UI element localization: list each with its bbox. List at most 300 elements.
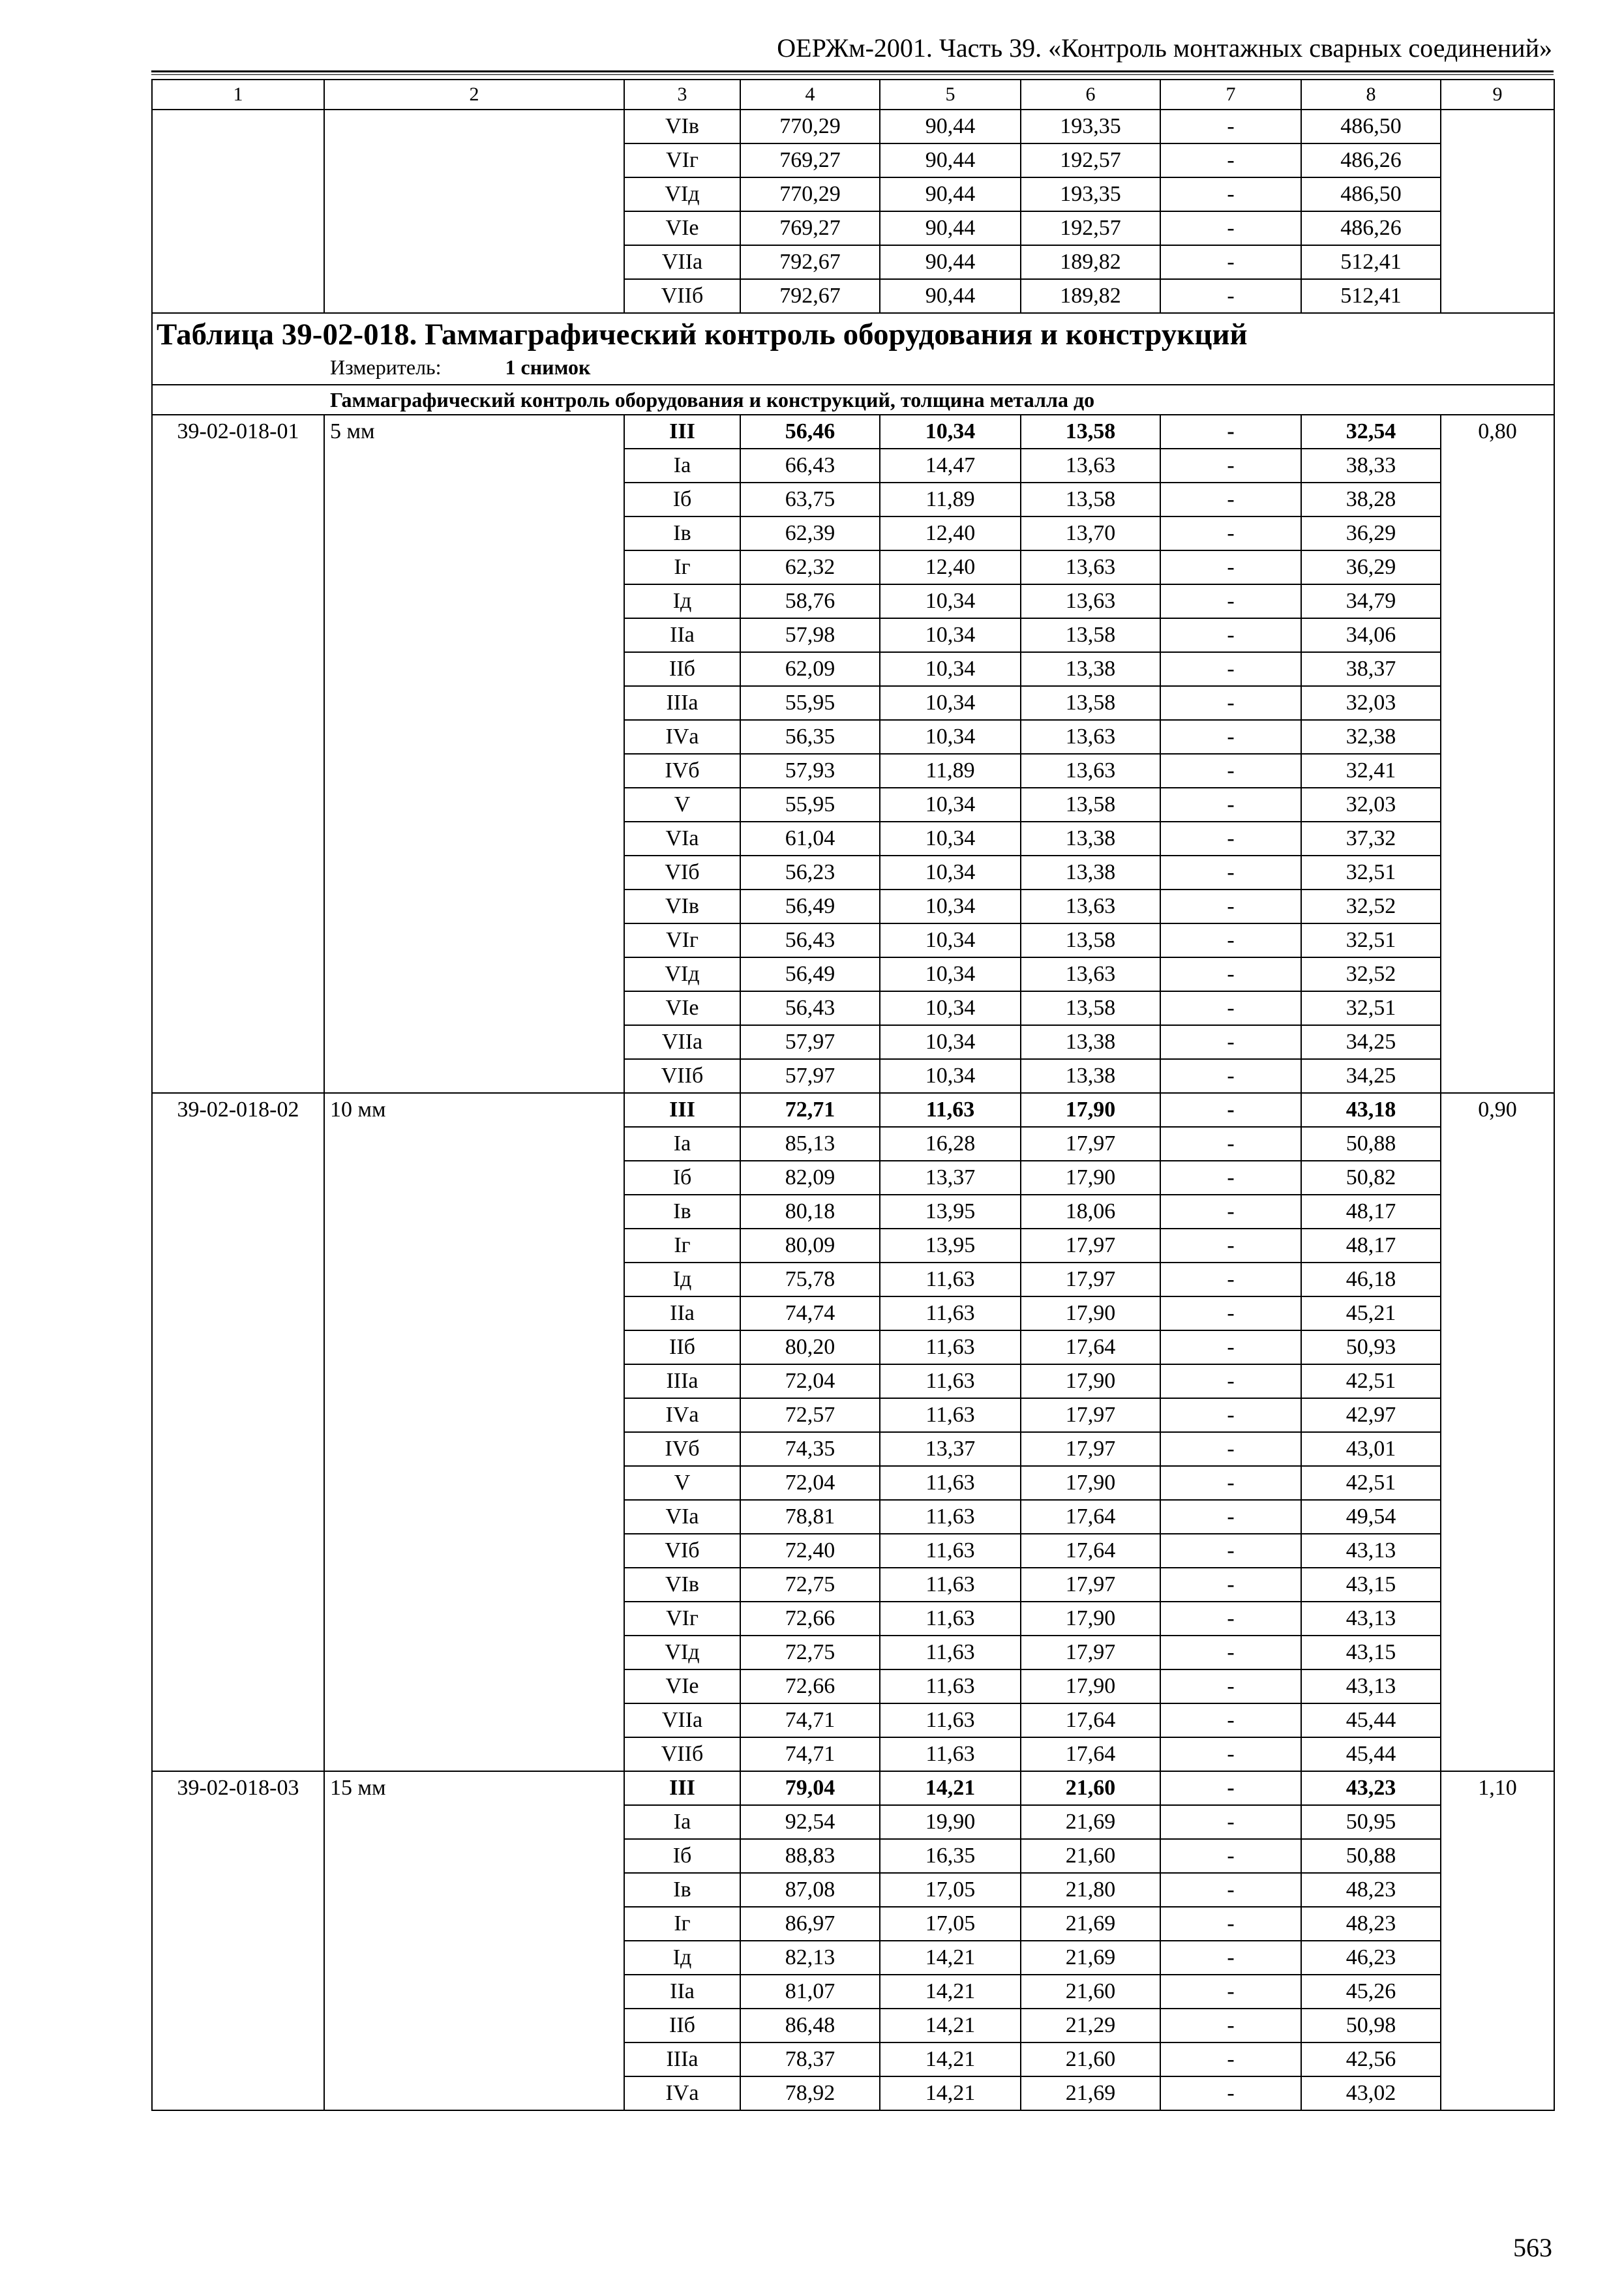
resource-type-cell: VIд [624,177,740,211]
driver-wages-cell: - [1160,1805,1301,1839]
materials-cell: 486,50 [1301,110,1441,143]
meter-value: 1 снимок [505,355,591,379]
resource-type-cell: Iг [624,1229,740,1263]
labor-wages-cell: 10,34 [880,652,1021,686]
resource-type-cell: III [624,1771,740,1805]
resource-type-cell: IIб [624,2009,740,2042]
labor-wages-cell: 11,63 [880,1534,1021,1568]
machine-operation-cell: 13,63 [1021,957,1160,991]
materials-cell: 32,03 [1301,686,1441,720]
resource-type-cell: IIа [624,1975,740,2009]
materials-cell: 43,01 [1301,1432,1441,1466]
labor-wages-cell: 90,44 [880,245,1021,279]
labor-wages-cell: 14,21 [880,1941,1021,1975]
labor-wages-cell: 10,34 [880,923,1021,957]
direct-costs-cell: 72,75 [740,1636,880,1669]
materials-cell: 43,18 [1301,1093,1441,1127]
machine-operation-cell: 21,69 [1021,1805,1160,1839]
machine-operation-cell: 17,97 [1021,1398,1160,1432]
direct-costs-cell: 74,71 [740,1737,880,1771]
materials-cell: 48,23 [1301,1873,1441,1907]
driver-wages-cell: - [1160,1636,1301,1669]
labor-wages-cell: 10,34 [880,957,1021,991]
resource-type-cell: V [624,1466,740,1500]
driver-wages-cell: - [1160,483,1301,516]
driver-wages-cell: - [1160,110,1301,143]
resource-type-cell: Iг [624,1907,740,1941]
column-number-8: 8 [1301,80,1441,110]
resource-type-cell: IIIа [624,2042,740,2076]
machine-operation-cell: 17,90 [1021,1669,1160,1703]
thickness-cell: 15 мм [324,1771,624,2110]
resource-type-cell: III [624,1093,740,1127]
resource-type-cell: IVа [624,1398,740,1432]
labor-wages-cell: 13,37 [880,1161,1021,1195]
machine-operation-cell: 13,58 [1021,415,1160,449]
machine-operation-cell: 17,90 [1021,1093,1160,1127]
column-number-5: 5 [880,80,1021,110]
machine-operation-cell: 18,06 [1021,1195,1160,1229]
resource-type-cell: VIд [624,957,740,991]
code-cell-blank [152,110,324,313]
machine-operation-cell: 13,38 [1021,822,1160,856]
materials-cell: 512,41 [1301,245,1441,279]
resource-type-cell: Iа [624,1805,740,1839]
continuation-row [152,110,1554,143]
direct-costs-cell: 57,97 [740,1025,880,1059]
direct-costs-cell: 80,20 [740,1330,880,1364]
labor-wages-cell: 11,63 [880,1093,1021,1127]
labor-wages-cell: 14,21 [880,1975,1021,2009]
column-number-7: 7 [1160,80,1301,110]
driver-wages-cell: - [1160,516,1301,550]
materials-cell: 46,18 [1301,1263,1441,1296]
page-number: 563 [1513,2233,1552,2262]
materials-cell: 32,03 [1301,788,1441,822]
labor-wages-cell: 11,63 [880,1296,1021,1330]
driver-wages-cell: - [1160,1296,1301,1330]
direct-costs-cell: 74,71 [740,1703,880,1737]
labor-wages-cell: 17,05 [880,1873,1021,1907]
driver-wages-cell: - [1160,2076,1301,2110]
labor-wages-cell: 10,34 [880,415,1021,449]
driver-wages-cell: - [1160,1127,1301,1161]
driver-wages-cell: - [1160,1025,1301,1059]
direct-costs-cell: 87,08 [740,1873,880,1907]
direct-costs-cell: 78,92 [740,2076,880,2110]
labor-wages-cell: 12,40 [880,550,1021,584]
materials-cell: 50,82 [1301,1161,1441,1195]
machine-operation-cell: 13,63 [1021,890,1160,923]
resource-type-cell: V [624,788,740,822]
labor-wages-cell: 14,47 [880,449,1021,483]
direct-costs-cell: 72,66 [740,1602,880,1636]
table-title-cell [152,313,1554,385]
resource-type-cell: VIа [624,822,740,856]
direct-costs-cell: 769,27 [740,211,880,245]
resource-type-cell: VIб [624,1534,740,1568]
materials-cell: 46,23 [1301,1941,1441,1975]
coefficient-cell: 0,90 [1441,1093,1554,1771]
labor-wages-cell: 12,40 [880,516,1021,550]
price-table [151,79,1555,2111]
driver-wages-cell: - [1160,1975,1301,2009]
driver-wages-cell: - [1160,957,1301,991]
labor-wages-cell: 14,21 [880,2042,1021,2076]
direct-costs-cell: 770,29 [740,110,880,143]
labor-wages-cell: 11,89 [880,483,1021,516]
machine-operation-cell: 189,82 [1021,279,1160,313]
resource-type-cell: Iб [624,483,740,516]
materials-cell: 48,17 [1301,1229,1441,1263]
resource-type-cell: III [624,415,740,449]
labor-wages-cell: 11,63 [880,1568,1021,1602]
resource-type-cell: VIIб [624,1737,740,1771]
resource-type-cell: VIIа [624,1703,740,1737]
header-rule-thin [151,74,1554,75]
materials-cell: 45,26 [1301,1975,1441,2009]
resource-type-cell: Iв [624,1873,740,1907]
labor-wages-cell: 11,63 [880,1737,1021,1771]
driver-wages-cell: - [1160,1229,1301,1263]
resource-type-cell: VIб [624,856,740,890]
direct-costs-cell: 61,04 [740,822,880,856]
resource-type-cell: VIг [624,1602,740,1636]
materials-cell: 32,51 [1301,991,1441,1025]
materials-cell: 48,23 [1301,1907,1441,1941]
driver-wages-cell: - [1160,1161,1301,1195]
machine-operation-cell: 13,70 [1021,516,1160,550]
labor-wages-cell: 10,34 [880,890,1021,923]
driver-wages-cell: - [1160,449,1301,483]
direct-costs-cell: 55,95 [740,686,880,720]
materials-cell: 38,37 [1301,652,1441,686]
labor-wages-cell: 13,95 [880,1229,1021,1263]
meter-line [157,354,1550,380]
resource-type-cell: VIIа [624,1025,740,1059]
labor-wages-cell: 10,34 [880,584,1021,618]
driver-wages-cell: - [1160,991,1301,1025]
norm-code-cell: 39-02-018-01 [152,415,324,1093]
materials-cell: 43,15 [1301,1636,1441,1669]
resource-type-cell: VIа [624,1500,740,1534]
driver-wages-cell: - [1160,1737,1301,1771]
materials-cell: 34,06 [1301,618,1441,652]
driver-wages-cell: - [1160,211,1301,245]
direct-costs-cell: 769,27 [740,143,880,177]
machine-operation-cell: 21,69 [1021,1907,1160,1941]
column-number-6: 6 [1021,80,1160,110]
resource-type-cell: VIг [624,923,740,957]
driver-wages-cell: - [1160,856,1301,890]
machine-operation-cell: 13,38 [1021,652,1160,686]
materials-cell: 36,29 [1301,516,1441,550]
driver-wages-cell: - [1160,720,1301,754]
resource-type-cell: Iд [624,1263,740,1296]
column-number-9: 9 [1441,80,1554,110]
table-subtitle-row [152,385,1554,415]
materials-cell: 50,95 [1301,1805,1441,1839]
labor-wages-cell: 90,44 [880,110,1021,143]
machine-operation-cell: 17,97 [1021,1432,1160,1466]
driver-wages-cell: - [1160,1195,1301,1229]
driver-wages-cell: - [1160,754,1301,788]
resource-type-cell: VIв [624,890,740,923]
machine-operation-cell: 21,60 [1021,2042,1160,2076]
driver-wages-cell: - [1160,245,1301,279]
machine-operation-cell: 13,38 [1021,1025,1160,1059]
labor-wages-cell: 14,21 [880,2076,1021,2110]
machine-operation-cell: 192,57 [1021,143,1160,177]
materials-cell: 45,44 [1301,1737,1441,1771]
running-header: ОЕРЖм-2001. Часть 39. «Контроль монтажных сварных соединений» [777,33,1552,63]
driver-wages-cell: - [1160,584,1301,618]
labor-wages-cell: 11,89 [880,754,1021,788]
materials-cell: 34,25 [1301,1025,1441,1059]
meter-label: Измеритель: [330,355,442,379]
materials-cell: 43,15 [1301,1568,1441,1602]
materials-cell: 486,26 [1301,211,1441,245]
coefficient-cell: 0,80 [1441,415,1554,1093]
resource-type-cell: IIб [624,652,740,686]
materials-cell: 32,54 [1301,415,1441,449]
materials-cell: 43,13 [1301,1534,1441,1568]
machine-operation-cell: 192,57 [1021,211,1160,245]
direct-costs-cell: 792,67 [740,245,880,279]
materials-cell: 32,51 [1301,923,1441,957]
direct-costs-cell: 62,09 [740,652,880,686]
norm-code-cell: 39-02-018-02 [152,1093,324,1771]
direct-costs-cell: 63,75 [740,483,880,516]
resource-type-cell: VIв [624,110,740,143]
machine-operation-cell: 17,64 [1021,1703,1160,1737]
materials-cell: 32,41 [1301,754,1441,788]
labor-wages-cell: 11,63 [880,1703,1021,1737]
labor-wages-cell: 11,63 [880,1364,1021,1398]
column-number-1: 1 [152,80,324,110]
direct-costs-cell: 56,43 [740,991,880,1025]
materials-cell: 43,02 [1301,2076,1441,2110]
labor-wages-cell: 90,44 [880,177,1021,211]
machine-operation-cell: 13,58 [1021,686,1160,720]
column-number-3: 3 [624,80,740,110]
machine-operation-cell: 13,58 [1021,788,1160,822]
driver-wages-cell: - [1160,1364,1301,1398]
direct-costs-cell: 78,37 [740,2042,880,2076]
labor-wages-cell: 90,44 [880,279,1021,313]
direct-costs-cell: 56,49 [740,890,880,923]
driver-wages-cell: - [1160,618,1301,652]
direct-costs-cell: 56,49 [740,957,880,991]
machine-operation-cell: 17,90 [1021,1364,1160,1398]
table-row [152,1771,1554,1805]
table-row [152,1093,1554,1127]
machine-operation-cell: 17,97 [1021,1263,1160,1296]
direct-costs-cell: 81,07 [740,1975,880,2009]
resource-type-cell: IIIа [624,686,740,720]
machine-operation-cell: 17,97 [1021,1229,1160,1263]
resource-type-cell: VIIа [624,245,740,279]
machine-operation-cell: 17,64 [1021,1500,1160,1534]
labor-wages-cell: 13,95 [880,1195,1021,1229]
materials-cell: 34,79 [1301,584,1441,618]
driver-wages-cell: - [1160,143,1301,177]
direct-costs-cell: 86,97 [740,1907,880,1941]
materials-cell: 38,33 [1301,449,1441,483]
driver-wages-cell: - [1160,1466,1301,1500]
labor-wages-cell: 11,63 [880,1669,1021,1703]
direct-costs-cell: 79,04 [740,1771,880,1805]
resource-type-cell: IIб [624,1330,740,1364]
direct-costs-cell: 57,93 [740,754,880,788]
direct-costs-cell: 62,32 [740,550,880,584]
driver-wages-cell: - [1160,1941,1301,1975]
machine-operation-cell: 21,69 [1021,1941,1160,1975]
direct-costs-cell: 66,43 [740,449,880,483]
machine-operation-cell: 21,69 [1021,2076,1160,2110]
direct-costs-cell: 72,40 [740,1534,880,1568]
machine-operation-cell: 13,63 [1021,584,1160,618]
driver-wages-cell: - [1160,1669,1301,1703]
resource-type-cell: Iа [624,1127,740,1161]
coefficient-cell: 1,10 [1441,1771,1554,2110]
materials-cell: 38,28 [1301,483,1441,516]
resource-type-cell: VIд [624,1636,740,1669]
direct-costs-cell: 58,76 [740,584,880,618]
machine-operation-cell: 189,82 [1021,245,1160,279]
driver-wages-cell: - [1160,1500,1301,1534]
machine-operation-cell: 193,35 [1021,177,1160,211]
machine-operation-cell: 17,90 [1021,1161,1160,1195]
materials-cell: 32,51 [1301,856,1441,890]
labor-wages-cell: 10,34 [880,686,1021,720]
driver-wages-cell: - [1160,1839,1301,1873]
materials-cell: 42,56 [1301,2042,1441,2076]
machine-operation-cell: 13,58 [1021,483,1160,516]
driver-wages-cell: - [1160,1093,1301,1127]
resource-type-cell: IIа [624,618,740,652]
resource-type-cell: IIа [624,1296,740,1330]
materials-cell: 49,54 [1301,1500,1441,1534]
direct-costs-cell: 792,67 [740,279,880,313]
header-rule [151,70,1554,72]
machine-operation-cell: 17,90 [1021,1466,1160,1500]
machine-operation-cell: 21,80 [1021,1873,1160,1907]
resource-type-cell: IIIа [624,1364,740,1398]
driver-wages-cell: - [1160,686,1301,720]
materials-cell: 45,21 [1301,1296,1441,1330]
direct-costs-cell: 78,81 [740,1500,880,1534]
machine-operation-cell: 21,29 [1021,2009,1160,2042]
table-row [152,415,1554,449]
materials-cell: 42,51 [1301,1364,1441,1398]
labor-wages-cell: 13,37 [880,1432,1021,1466]
labor-wages-cell: 11,63 [880,1636,1021,1669]
materials-cell: 45,44 [1301,1703,1441,1737]
labor-wages-cell: 11,63 [880,1602,1021,1636]
resource-type-cell: VIе [624,211,740,245]
resource-type-cell: IVб [624,1432,740,1466]
machine-operation-cell: 13,58 [1021,923,1160,957]
direct-costs-cell: 72,75 [740,1568,880,1602]
direct-costs-cell: 85,13 [740,1127,880,1161]
machine-operation-cell: 17,64 [1021,1534,1160,1568]
resource-type-cell: Iб [624,1161,740,1195]
materials-cell: 42,97 [1301,1398,1441,1432]
resource-type-cell: Iб [624,1839,740,1873]
machine-operation-cell: 21,60 [1021,1975,1160,2009]
materials-cell: 48,17 [1301,1195,1441,1229]
resource-type-cell: VIе [624,1669,740,1703]
param-cell-blank [324,110,624,313]
labor-wages-cell: 14,21 [880,1771,1021,1805]
driver-wages-cell: - [1160,890,1301,923]
driver-wages-cell: - [1160,550,1301,584]
labor-wages-cell: 10,34 [880,618,1021,652]
driver-wages-cell: - [1160,1059,1301,1093]
materials-cell: 486,50 [1301,177,1441,211]
resource-type-cell: IVа [624,720,740,754]
resource-type-cell: VIе [624,991,740,1025]
direct-costs-cell: 82,13 [740,1941,880,1975]
materials-cell: 37,32 [1301,822,1441,856]
driver-wages-cell: - [1160,1602,1301,1636]
column-number-row [152,80,1554,110]
driver-wages-cell: - [1160,1534,1301,1568]
resource-type-cell: VIIб [624,279,740,313]
labor-wages-cell: 10,34 [880,856,1021,890]
direct-costs-cell: 74,35 [740,1432,880,1466]
machine-operation-cell: 13,63 [1021,449,1160,483]
labor-wages-cell: 10,34 [880,788,1021,822]
direct-costs-cell: 75,78 [740,1263,880,1296]
labor-wages-cell: 10,34 [880,720,1021,754]
driver-wages-cell: - [1160,788,1301,822]
labor-wages-cell: 10,34 [880,1025,1021,1059]
resource-type-cell: IVб [624,754,740,788]
column-number-2: 2 [324,80,624,110]
column-number-4: 4 [740,80,880,110]
table-title-row [152,313,1554,385]
machine-operation-cell: 17,90 [1021,1296,1160,1330]
direct-costs-cell: 88,83 [740,1839,880,1873]
driver-wages-cell: - [1160,415,1301,449]
driver-wages-cell: - [1160,1263,1301,1296]
direct-costs-cell: 80,09 [740,1229,880,1263]
direct-costs-cell: 72,71 [740,1093,880,1127]
materials-cell: 43,23 [1301,1771,1441,1805]
resource-type-cell: IVа [624,2076,740,2110]
materials-cell: 512,41 [1301,279,1441,313]
materials-cell: 50,88 [1301,1839,1441,1873]
direct-costs-cell: 72,04 [740,1364,880,1398]
resource-type-cell: Iв [624,1195,740,1229]
thickness-cell: 5 мм [324,415,624,1093]
direct-costs-cell: 72,57 [740,1398,880,1432]
table-subtitle: Гаммаграфический контроль оборудования и конструкций, толщина металла до [152,385,1554,415]
labor-wages-cell: 11,63 [880,1466,1021,1500]
materials-cell: 50,98 [1301,2009,1441,2042]
labor-wages-cell: 90,44 [880,211,1021,245]
driver-wages-cell: - [1160,923,1301,957]
machine-operation-cell: 193,35 [1021,110,1160,143]
driver-wages-cell: - [1160,1907,1301,1941]
resource-type-cell: VIIб [624,1059,740,1093]
labor-wages-cell: 10,34 [880,1059,1021,1093]
machine-operation-cell: 13,63 [1021,720,1160,754]
driver-wages-cell: - [1160,177,1301,211]
direct-costs-cell: 56,46 [740,415,880,449]
